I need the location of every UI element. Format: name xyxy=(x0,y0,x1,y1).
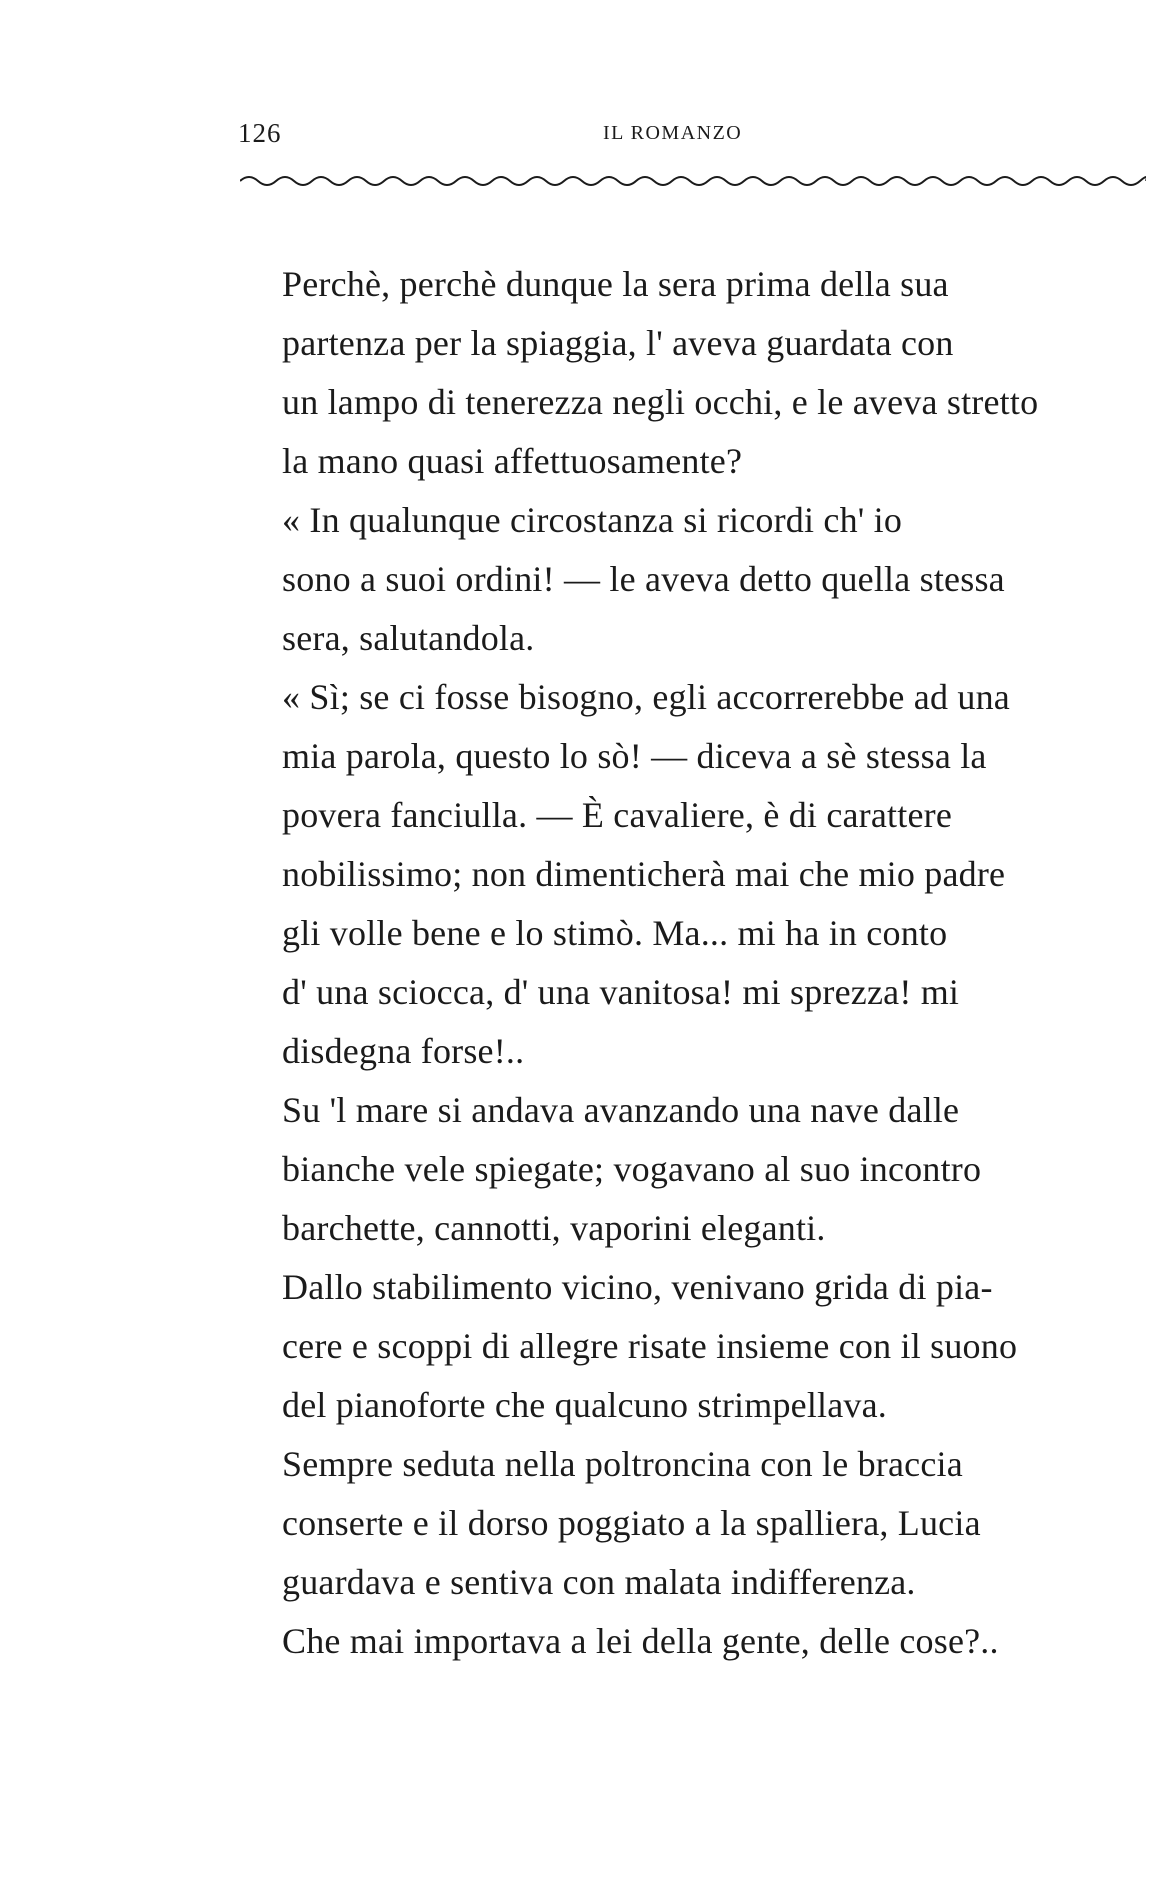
text-line: disdegna forse!.. xyxy=(282,1031,525,1071)
text-line: un lampo di tenerezza negli occhi, e le aveva stretto xyxy=(282,382,1039,422)
text-line: « Sì; se ci fosse bisogno, egli accorrerebbe ad una xyxy=(282,677,1010,717)
text-line: povera fanciulla. — È cavaliere, è di carattere xyxy=(282,795,953,835)
paragraph xyxy=(240,1258,1146,1435)
text-line: guardava e sentiva con malata indifferenza. xyxy=(282,1562,916,1602)
text-line: mia parola, questo lo sò! — diceva a sè stessa la xyxy=(282,736,987,776)
text-line: bianche vele spiegate; vogavano al suo incontro xyxy=(282,1149,982,1189)
text-line: d' una sciocca, d' una vanitosa! mi sprezza! mi xyxy=(282,972,960,1012)
paragraph xyxy=(240,1612,1146,1671)
text-line: Dallo stabilimento vicino, venivano grida di pia- xyxy=(282,1267,993,1307)
text-line: partenza per la spiaggia, l' aveva guardata con xyxy=(282,323,954,363)
text-line: del pianoforte che qualcuno strimpellava. xyxy=(282,1385,887,1425)
text-line: « In qualunque circostanza si ricordi ch' io xyxy=(282,500,903,540)
text-line: nobilissimo; non dimenticherà mai che mio padre xyxy=(282,854,1006,894)
text-line: la mano quasi affettuosamente? xyxy=(282,441,743,481)
text-line: sono a suoi ordini! — le aveva detto quella stessa xyxy=(282,559,1005,599)
wavy-rule-ornament xyxy=(240,170,1146,192)
paragraph xyxy=(240,491,1146,668)
paragraph xyxy=(240,668,1146,1081)
running-title: IL ROMANZO xyxy=(603,122,743,144)
text-line: barchette, cannotti, vaporini eleganti. xyxy=(282,1208,826,1248)
text-line: Su 'l mare si andava avanzando una nave dalle xyxy=(282,1090,960,1130)
page-number: 126 xyxy=(238,118,282,148)
page-header xyxy=(238,118,1148,158)
text-line: conserte e il dorso poggiato a la spalliera, Lucia xyxy=(282,1503,981,1543)
paragraph xyxy=(240,255,1146,491)
paragraph xyxy=(240,1081,1146,1258)
text-line: cere e scoppi di allegre risate insieme con il suono xyxy=(282,1326,1018,1366)
text-line: Che mai importava a lei della gente, delle cose?.. xyxy=(282,1621,999,1661)
body-text xyxy=(240,255,1146,1671)
text-line: gli volle bene e lo stimò. Ma... mi ha in conto xyxy=(282,913,948,953)
text-line: Perchè, perchè dunque la sera prima della sua xyxy=(282,264,949,304)
text-line: sera, salutandola. xyxy=(282,618,535,658)
paragraph xyxy=(240,1435,1146,1612)
text-line: Sempre seduta nella poltroncina con le braccia xyxy=(282,1444,963,1484)
